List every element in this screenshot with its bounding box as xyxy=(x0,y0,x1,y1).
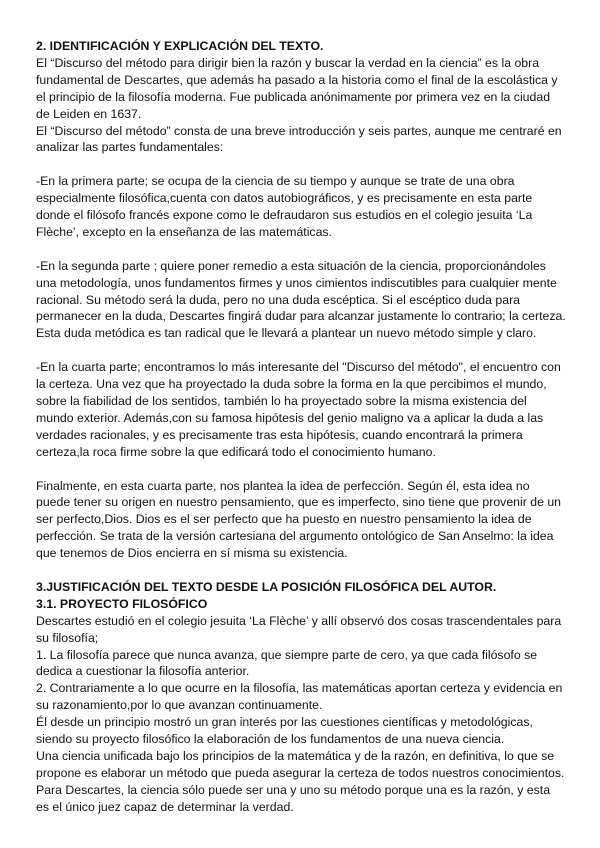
philosophy-project-paragraph-1: Descartes estudió en el colegio jesuita ‘La Flèche’ y allí observó dos cosas trascendentales para su filosofía; xyxy=(36,613,562,645)
numbered-point-2: 2. Contrariamente a lo que ocurre en la filosofía, las matemáticas aportan certeza y evidencia en su razonamiento,por lo que avanzan continuamente. xyxy=(36,681,563,713)
intro-paragraph-2: El “Discurso del método” consta de una breve introducción y seis partes, aunque me centraré en analizar las partes fundamentales: xyxy=(36,123,562,155)
fourth-part-paragraph: -En la cuarta parte; encontramos lo más interesante del "Discurso del método", el encuentro con la certeza. Una vez que ha proyectado la duda sobre la forma en la que percibimos el mundo, sobre la fiabilidad de los sentidos, también lo ha proyectado sobre la misma existencia del mundo exterior. Además,con su famosa hipótesis del genio maligno va a aplicar la duda a las verdades racionales, y es precisamente tras esta hipótesis, cuando encontrará la primera certeza,la roca firme sobre la que edificará todo el conocimiento humano. xyxy=(36,360,561,459)
first-part-paragraph: -En la primera parte; se ocupa de la ciencia de su tiempo y aunque se trate de una obra especialmente filosófica,cuenta con datos autobiográficos, y es precisamente en esta parte donde el filósofo francés expone como le defraudaron sus estudios en el colegio jesuita ‘La Flèche’, excepto en la enseñanza de las matemáticas. xyxy=(36,174,533,239)
paragraph-gap xyxy=(36,156,566,173)
finally-paragraph: Finalmente, en esta cuarta parte, nos plantea la idea de perfección. Según él, esta idea no puede tener su origen en nuestro pensamiento, que es imperfecto, sino tiene que provenir de un ser perfecto,Dios. Dios es el ser perfecto que ha puesto en nuestro pensamiento la idea de perfección. Se trata de la versión cartesiana del argumento ontológico de San Anselmo: la idea que tenemos de Dios encierra en sí misma su existencia. xyxy=(36,478,562,561)
paragraph-gap xyxy=(36,562,566,579)
paragraph-gap xyxy=(36,342,566,359)
philosophy-project-paragraph-2: Él desde un principio mostró un gran interés por las cuestiones científicas y metodológicas, siendo su proyecto filosófico la elaboración de los fundamentos de una nueva ciencia. xyxy=(36,715,533,747)
section-3-heading: 3.JUSTIFICACIÓN DEL TEXTO DESDE LA POSICIÓN FILOSÓFICA DEL AUTOR. xyxy=(36,579,497,594)
paragraph-gap xyxy=(36,461,566,478)
document-page xyxy=(36,38,566,816)
philosophy-project-paragraph-3: Una ciencia unificada bajo los principios de la matemática y de la razón, en definitiva, lo que se propone es elaborar un método que pueda asegurar la certeza de todos nuestros conocimientos. xyxy=(36,748,565,780)
numbered-point-1: 1. La filosofía parece que nunca avanza, que siempre parte de cero, ya que cada filósofo se dedica a cuestionar la filosofía anterior. xyxy=(36,647,538,679)
section-3-1-subheading: 3.1. PROYECTO FILOSÓFICO xyxy=(36,596,208,611)
intro-paragraph-1: El “Discurso del método para dirigir bien la razón y buscar la verdad en la ciencia” es la obra fundamental de Descartes, que además ha pasado a la historia como el final de la escolástica y el principio de la filosofía moderna. Fue publicada anónimamente por primera vez en la ciudad de Leiden en 1637. xyxy=(36,55,558,121)
second-part-paragraph: -En la segunda parte ; quiere poner remedio a esta situación de la ciencia, proporcionándoles una metodología, unos fundamentos firmes y unos cimientos indiscutibles para cualquier mente racional. Su método será la duda, pero no una duda escéptica. Si el escéptico duda para permanecer en la duda, Descartes fingirá dudar para alcanzar justamente lo contrario; la certeza. Esta duda metódica es tan radical que le llevará a plantear un nuevo método simple y claro. xyxy=(36,258,566,341)
philosophy-project-paragraph-4: Para Descartes, la ciencia sólo puede ser una y uno su método porque una es la razón, y esta es el único juez capaz de determinar la verdad. xyxy=(36,782,551,814)
section-2-heading: 2. IDENTIFICACIÓN Y EXPLICACIÓN DEL TEXTO. xyxy=(36,39,324,53)
paragraph-gap xyxy=(36,241,566,258)
